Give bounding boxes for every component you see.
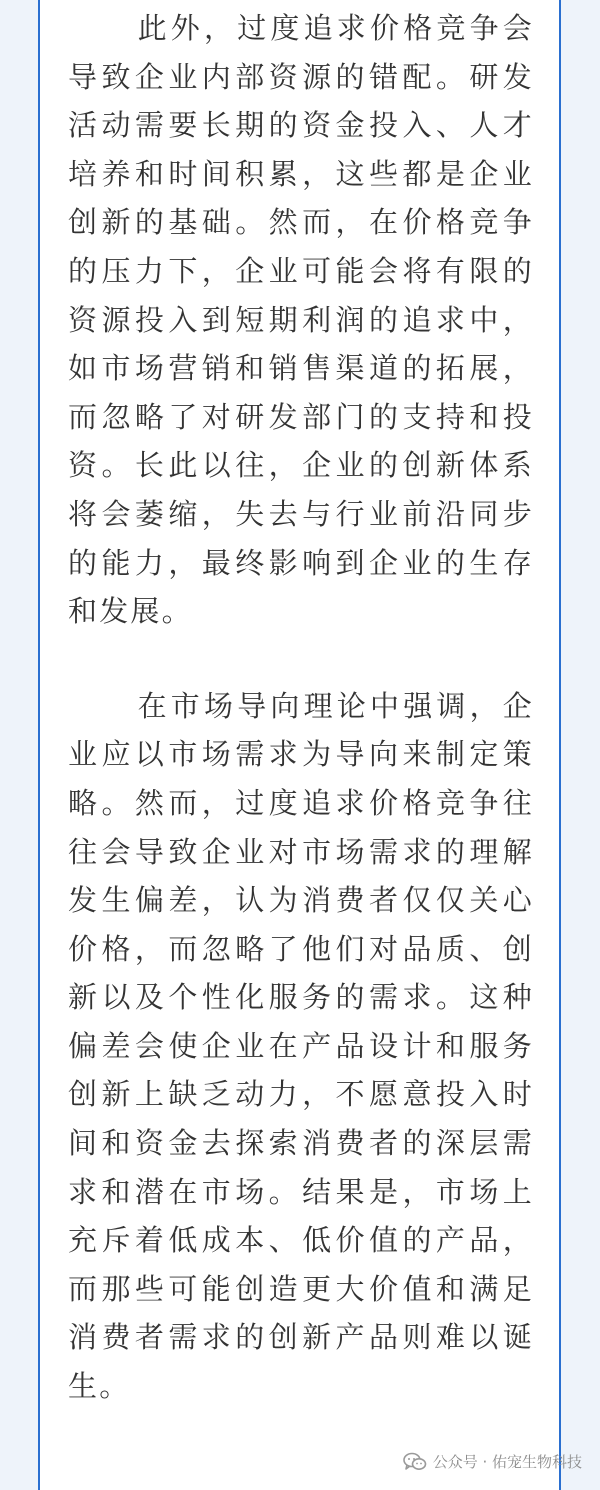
paragraph-2: 在市场导向理论中强调，企业应以市场需求为导向来制定策略。然而，过度追求价格竞争往往会导致企业对市场需求的理解发生偏差，认为消费者仅仅关心价格，而忽略了他们对品质、创新以及个性化服务的需求。这种偏差会使企业在产品设计和服务创新上缺乏动力，不愿意投入时间和资金去探索消费者的深层需求和潜在市场。结果是，市场上充斥着低成本、低价值的产品，而那些可能创造更大价值和满足消费者需求的创新产品则难以诞生。 bbox=[68, 688, 534, 1404]
account-watermark bbox=[403, 1451, 582, 1472]
article-body bbox=[68, 4, 534, 1411]
watermark-text: 公众号 · 佑宠生物科技 bbox=[432, 1453, 582, 1471]
paragraph-1: 此外，过度追求价格竞争会导致企业内部资源的错配。研发活动需要长期的资金投入、人才培养和时间积累，这些都是企业创新的基础。然而，在价格竞争的压力下，企业可能会将有限的资源投入到短期利润的追求中，如市场营销和销售渠道的拓展，而忽略了对研发部门的支持和投资。长此以往，企业的创新体系将会萎缩，失去与行业前沿同步的能力，最终影响到企业的生存和发展。 bbox=[68, 11, 534, 629]
wechat-icon bbox=[403, 1452, 427, 1472]
